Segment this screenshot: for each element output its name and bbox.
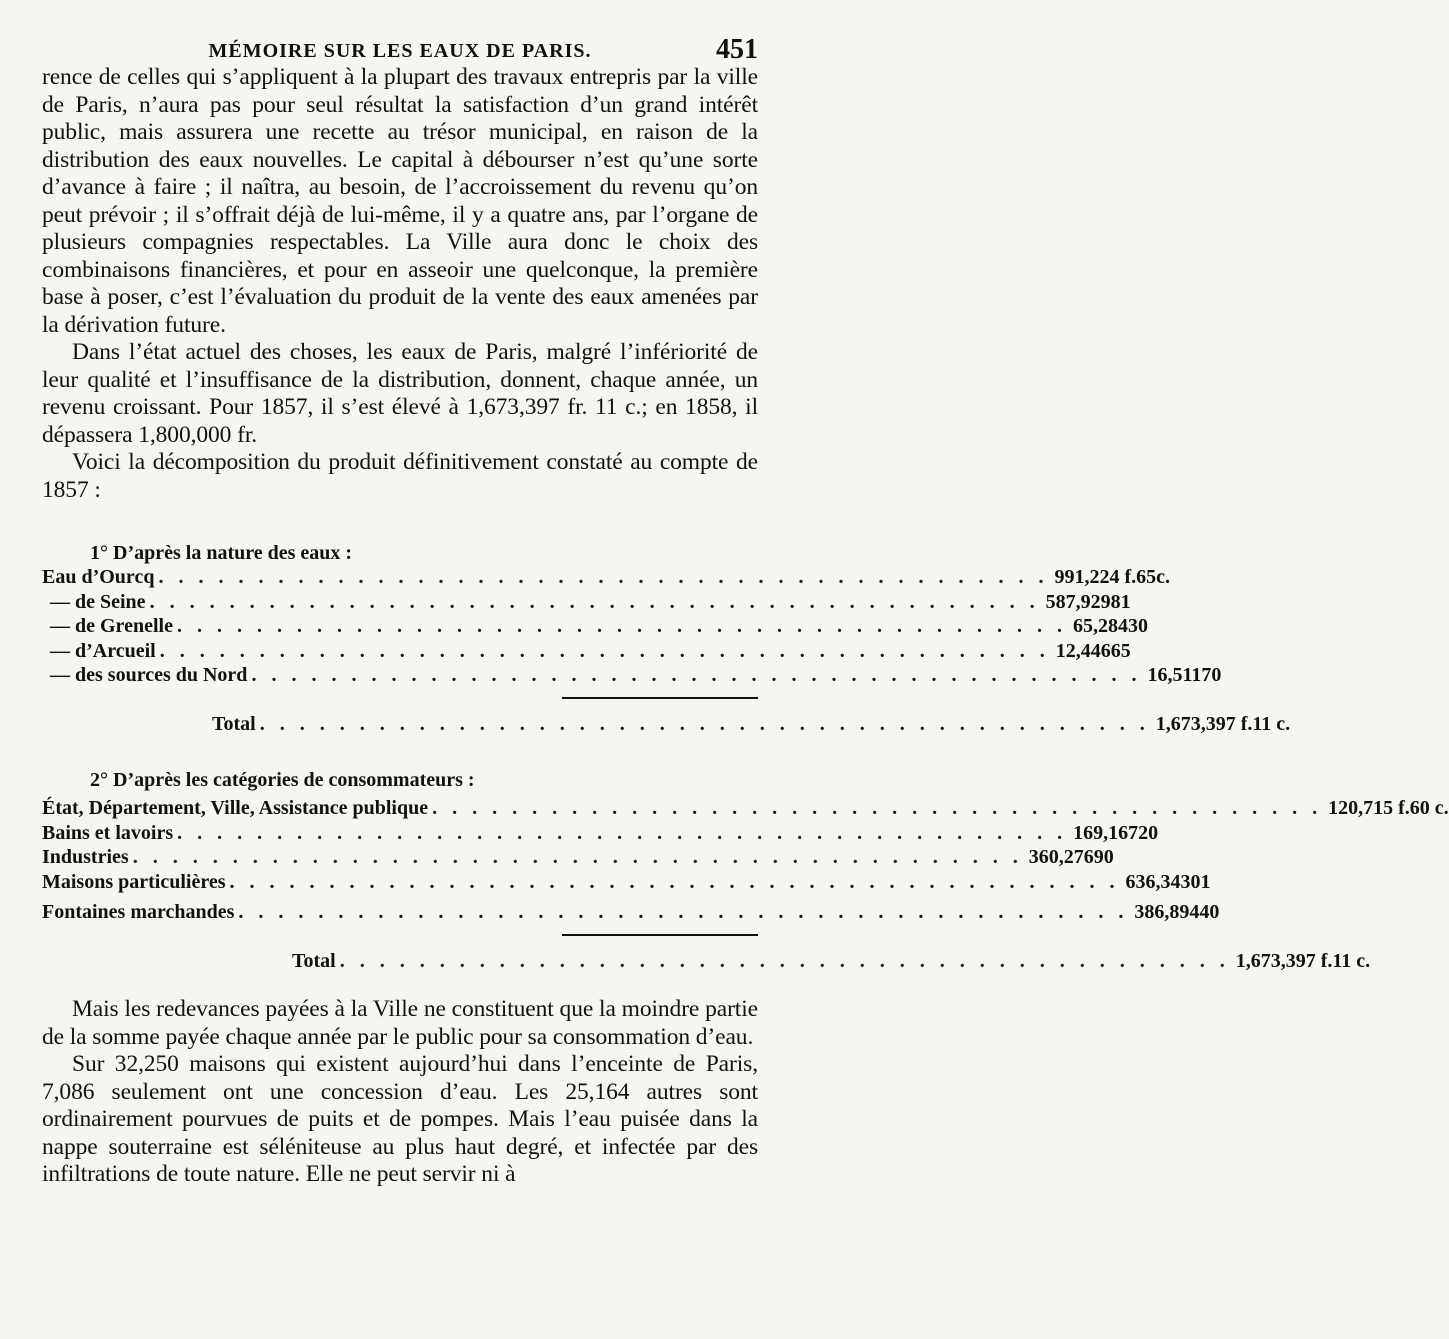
section-spacer	[42, 974, 758, 996]
dot-leader: . . . . . . . . . . . . . . . . . . . . . . . . . . . . . . . . . . . . . . . . . . . . .	[432, 797, 1323, 819]
dot-leader: . . . . . . . . . . . . . . . . . . . . . . . . . . . . . . . . . . . . . . . . . . . . .	[158, 566, 1049, 588]
ledger-row	[42, 870, 1211, 896]
row-cents: 81	[1110, 590, 1131, 613]
ledger-row	[42, 639, 1131, 665]
row-amount: 636,343	[1125, 870, 1191, 893]
row-amount: 65,284	[1072, 615, 1128, 637]
row-cents: 30	[1127, 615, 1148, 637]
ledger-row	[42, 590, 1131, 616]
ledger-total-row	[42, 712, 1291, 738]
total-rule	[562, 697, 758, 699]
row-amount: 360,276	[1028, 846, 1094, 868]
dot-leader: . . . . . . . . . . . . . . . . . . . . . . . . . . . . . . . . . . . . . . . . . . . . .	[149, 590, 1040, 613]
row-label: Fontaines marchandes	[42, 901, 235, 923]
paragraph-3: Voici la décomposition du produit définitivement constaté au compte de 1857 :	[42, 449, 758, 503]
section-1-heading: 1° D’après la nature des eaux :	[90, 542, 353, 564]
paragraph-2: Dans l’état actuel des choses, les eaux de Paris, malgré l’infériorité de leur qualité et l’insuffisance de la distribution, donnent, chaque année, un revenu croissant. Pour 1857, il s’est élevé à 1,673,397 fr. 11 c.; en 1858, il dépassera 1,800,000 fr.	[42, 339, 758, 448]
ledger-row	[42, 797, 1449, 822]
dot-leader: . . . . . . . . . . . . . . . . . . . . . . . . . . . . . . . . . . . . . . . . . . . . .	[259, 712, 1150, 735]
ledger-total-row	[42, 949, 1371, 975]
row-amount: 587,929	[1045, 590, 1111, 613]
dot-leader: . . . . . . . . . . . . . . . . . . . . . . . . . . . . . . . . . . . . . . . . . . . . .	[238, 901, 1129, 923]
row-cents: 40	[1199, 901, 1220, 923]
row-label: Bains et lavoirs	[42, 821, 174, 844]
dot-leader: . . . . . . . . . . . . . . . . . . . . . . . . . . . . . . . . . . . . . . . . . . . . .	[229, 870, 1120, 893]
row-amount: 120,715 f.	[1328, 797, 1410, 819]
row-label: Eau d’Ourcq	[42, 566, 155, 588]
row-label: — de Seine	[50, 590, 146, 613]
ledger-row	[42, 846, 1114, 871]
dot-leader: . . . . . . . . . . . . . . . . . . . . . . . . . . . . . . . . . . . . . . . . . . . . .	[251, 664, 1142, 686]
ledger-row	[42, 821, 1159, 847]
running-title: MÉMOIRE SUR LES EAUX DE PARIS.	[208, 40, 592, 62]
total-rule	[562, 934, 758, 936]
dot-leader: . . . . . . . . . . . . . . . . . . . . . . . . . . . . . . . . . . . . . . . . . . . . .	[159, 639, 1050, 662]
row-cents: 70	[1201, 664, 1222, 686]
row-amount: 169,167	[1073, 821, 1139, 844]
total-amount: 1,673,397 f.	[1155, 712, 1253, 735]
row-amount: 12,446	[1055, 639, 1111, 662]
row-label: — d’Arcueil	[50, 639, 156, 662]
ledger-row	[42, 664, 1222, 689]
ledger-row	[42, 566, 1171, 591]
page-header	[42, 0, 758, 64]
dot-leader: . . . . . . . . . . . . . . . . . . . . . . . . . . . . . . . . . . . . . . . . . . . . .	[339, 949, 1230, 972]
ledger-row	[42, 615, 1148, 640]
paragraph-1: rence de celles qui s’appliquent à la plupart des travaux entrepris par la ville de Paris, n’aura pas pour seul résultat la satisfaction d’un grand intérêt public, mais assurera une recette au trésor municipal, en raison de la distribution des eaux nouvelles. Le capital à débourser n’est qu’une sorte d’avance à faire ; il naîtra, au besoin, de l’accroissement du revenu qu’on peut prévoir ; il s’offrait déjà de lui-même, il y a quatre ans, par l’organe de plusieurs compagnies respectables. La Ville aura donc le choix des combinaisons financières, et pour en asseoir une quelconque, la première base à poser, c’est l’évaluation du produit de la vente des eaux amenées par la dérivation future.	[42, 64, 758, 338]
row-cents: 20	[1138, 821, 1159, 844]
row-cents: 65c.	[1136, 566, 1171, 588]
page-number: 451	[716, 34, 758, 65]
row-label: — des sources du Nord	[50, 664, 248, 686]
total-label: Total	[292, 949, 336, 972]
dot-leader: . . . . . . . . . . . . . . . . . . . . . . . . . . . . . . . . . . . . . . . . . . . . .	[177, 821, 1068, 844]
row-amount: 16,511	[1147, 664, 1202, 686]
total-amount: 1,673,397 f.	[1235, 949, 1333, 972]
row-amount: 386,894	[1134, 901, 1200, 923]
row-amount: 991,224 f.	[1054, 566, 1137, 588]
row-cents: 90	[1093, 846, 1114, 868]
row-label: Industries	[42, 846, 129, 868]
section-2-heading: 2° D’après les catégories de consommateurs :	[90, 769, 475, 791]
paragraph-5: Sur 32,250 maisons qui existent aujourd’hui dans l’enceinte de Paris, 7,086 seulement ont une concession d’eau. Les 25,164 autres sont ordinairement pourvues de puits et de pompes. Mais l’eau puisée dans la nappe souterraine est séléniteuse au plus haut degré, et infectée par des infiltrations de toute nature. Elle ne peut servir ni à	[42, 1051, 758, 1187]
total-cents: 11 c.	[1332, 949, 1371, 972]
paragraph-4: Mais les redevances payées à la Ville ne constituent que la moindre partie de la somme payée chaque année par le public pour sa consommation d’eau.	[42, 996, 758, 1050]
dot-leader: . . . . . . . . . . . . . . . . . . . . . . . . . . . . . . . . . . . . . . . . . . . . .	[132, 846, 1023, 868]
total-cents: 11 c.	[1252, 712, 1291, 735]
row-label: — de Grenelle	[50, 615, 173, 637]
row-label: Maisons particulières	[42, 870, 226, 893]
row-cents: 65	[1110, 639, 1131, 662]
total-label: Total	[212, 712, 256, 735]
ledger-nature-des-eaux	[42, 566, 1291, 737]
ledger-categories-consommateurs	[42, 797, 1449, 974]
dot-leader: . . . . . . . . . . . . . . . . . . . . . . . . . . . . . . . . . . . . . . . . . . . . .	[176, 615, 1067, 637]
row-label: État, Département, Ville, Assistance publique	[42, 797, 429, 819]
row-cents: 01	[1190, 870, 1211, 893]
row-cents: 60 c.	[1409, 797, 1449, 819]
ledger-row	[42, 901, 1220, 926]
